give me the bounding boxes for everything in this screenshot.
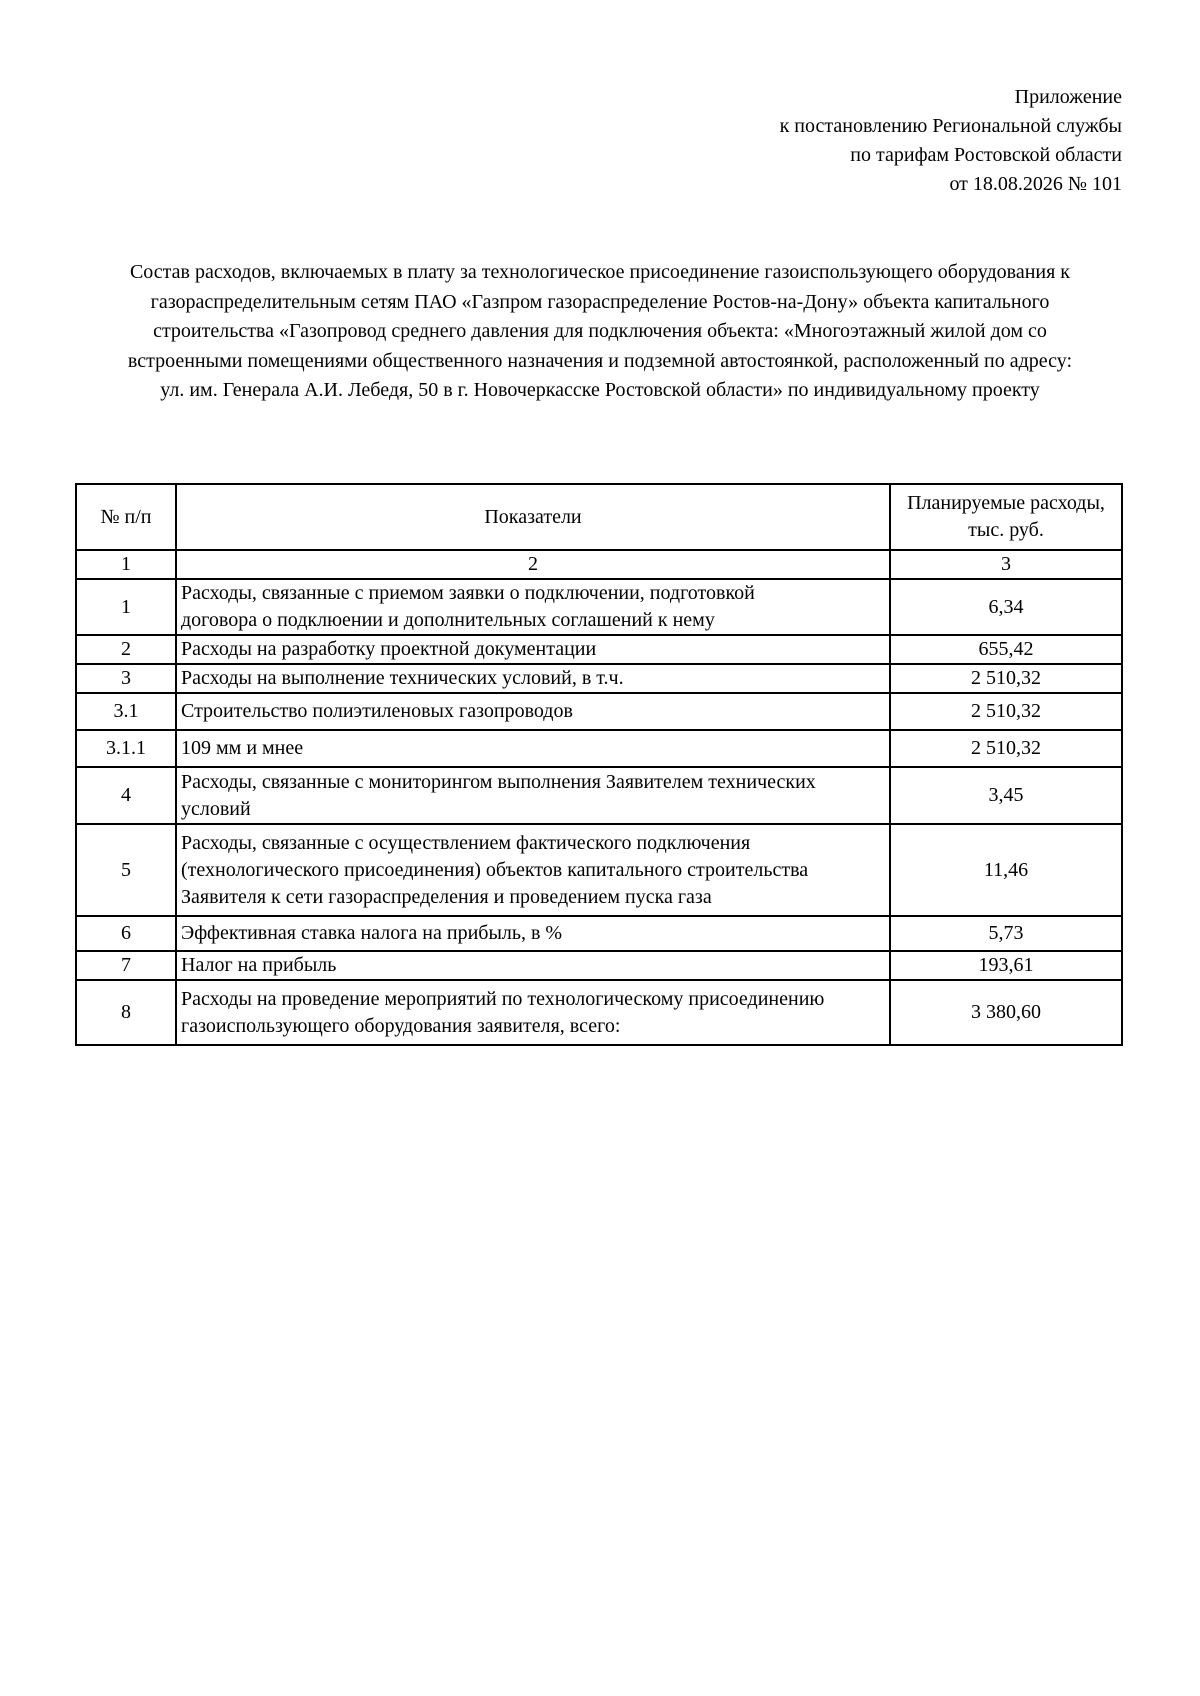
row-indicator: Налог на прибыль	[176, 951, 890, 980]
row-indicator	[176, 824, 890, 916]
row-indicator-line: (технологического присоединения) объектов капитального строительства	[181, 858, 809, 881]
costs-table	[75, 483, 1123, 1046]
row-value: 11,46	[890, 824, 1122, 916]
title-line: газораспределительным сетям ПАО «Газпром газораспределение Ростов-на-Дону» объекта капитального	[150, 290, 1050, 313]
row-indicator: Строительство полиэтиленовых газопроводов	[176, 693, 890, 730]
row-indicator-line: Расходы, связанные с осуществлением фактического подключения	[181, 831, 751, 854]
row-number: 3	[76, 664, 176, 693]
row-indicator-line: Расходы на проведение мероприятий по технологическому присоединению	[181, 987, 825, 1010]
row-value: 2 510,32	[890, 693, 1122, 730]
row-number: 6	[76, 916, 176, 951]
header-planned-costs-line: тыс. руб.	[968, 519, 1044, 541]
row-number: 7	[76, 951, 176, 980]
table-row-total	[76, 980, 1122, 1045]
header-number: № п/п	[76, 484, 176, 550]
resolution-reference: к постановлению Региональной службы	[779, 115, 1122, 137]
row-indicator	[176, 767, 890, 824]
table-row	[76, 693, 1122, 730]
row-value-total: 3 380,60	[890, 980, 1122, 1045]
column-index-row	[76, 550, 1122, 579]
table-row	[76, 635, 1122, 664]
header-planned-costs	[890, 484, 1122, 550]
row-indicator-line: Расходы, связанные с мониторингом выполнения Заявителем технических	[181, 770, 816, 793]
table-row	[76, 767, 1122, 824]
row-number: 3.1.1	[76, 730, 176, 767]
resolution-date-number: от 18.08.2026 № 101	[949, 173, 1122, 195]
row-value: 655,42	[890, 635, 1122, 664]
row-indicator-line: Заявителя к сети газораспределения и проведением пуска газа	[181, 885, 712, 908]
row-indicator-line: Расходы, связанные с приемом заявки о подключении, подготовкой	[181, 582, 755, 604]
column-index: 3	[890, 550, 1122, 579]
row-indicator: Эффективная ставка налога на прибыль, в %	[176, 916, 890, 951]
table-row	[76, 664, 1122, 693]
table-row	[76, 951, 1122, 980]
table-row	[76, 916, 1122, 951]
table-header-row	[76, 484, 1122, 550]
column-index: 1	[76, 550, 176, 579]
row-indicator-line: договора о подклюении и дополнительных соглашений к нему	[181, 609, 715, 631]
title-line: Состав расходов, включаемых в плату за технологическое присоединение газоиспользующего оборудования к	[129, 261, 1071, 283]
document-title	[76, 258, 1124, 406]
appendix-label: Приложение	[1014, 86, 1122, 108]
row-number: 4	[76, 767, 176, 824]
row-indicator	[176, 579, 890, 635]
table-row	[76, 579, 1122, 635]
row-value: 193,61	[890, 951, 1122, 980]
row-indicator: Расходы на разработку проектной документации	[176, 635, 890, 664]
table-row	[76, 730, 1122, 767]
row-value: 2 510,32	[890, 730, 1122, 767]
issuing-authority: по тарифам Ростовской области	[850, 144, 1122, 166]
row-indicator-line: условий	[181, 797, 251, 820]
row-number: 5	[76, 824, 176, 916]
header-indicators: Показатели	[176, 484, 890, 550]
row-indicator: Расходы на выполнение технических условий, в т.ч.	[176, 664, 890, 693]
title-line: строительства «Газопровод среднего давления для подключения объекта: «Многоэтажный жилой дом со	[153, 320, 1047, 342]
row-value: 3,45	[890, 767, 1122, 824]
row-indicator-line: газоиспользующего оборудования заявителя, всего:	[181, 1014, 621, 1037]
row-value: 2 510,32	[890, 664, 1122, 693]
row-number: 3.1	[76, 693, 176, 730]
header-planned-costs-line: Планируемые расходы,	[907, 492, 1105, 514]
row-indicator	[176, 980, 890, 1045]
column-index: 2	[176, 550, 890, 579]
row-number: 2	[76, 635, 176, 664]
row-value: 5,73	[890, 916, 1122, 951]
title-line: ул. им. Генерала А.И. Лебедя, 50 в г. Новочеркасске Ростовской области» по индивидуальному проекту	[160, 379, 1040, 401]
appendix-header	[522, 83, 1122, 199]
table-row	[76, 824, 1122, 916]
costs-table-body	[76, 484, 1122, 1045]
title-line: встроенными помещениями общественного назначения и подземной автостоянкой, расположенный по адресу:	[127, 349, 1073, 372]
row-number: 8	[76, 980, 176, 1045]
row-indicator: 109 мм и мнее	[176, 730, 890, 767]
row-value: 6,34	[890, 579, 1122, 635]
row-number: 1	[76, 579, 176, 635]
